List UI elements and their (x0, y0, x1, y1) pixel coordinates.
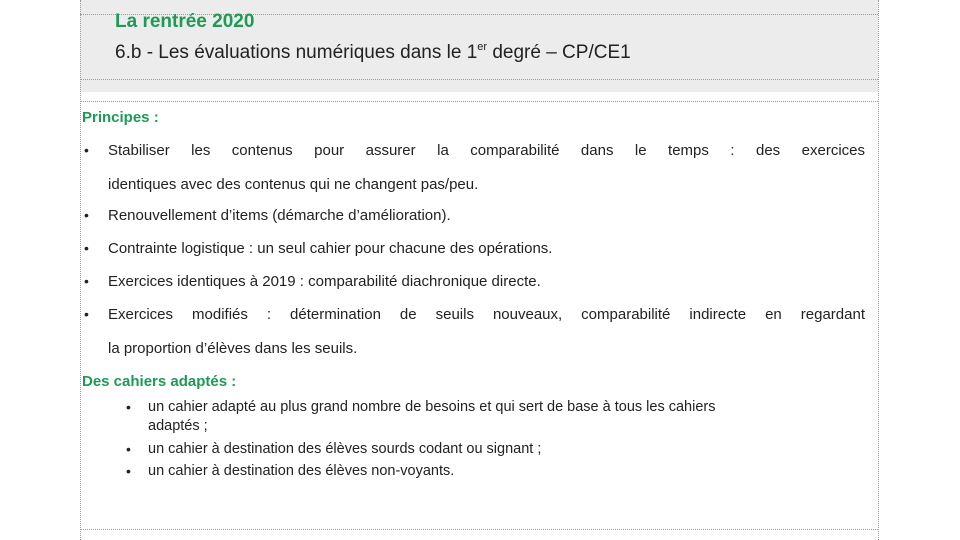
bullet-icon: • (126, 441, 131, 457)
principes-item-1-line-1: Stabiliser les contenus pour assurer la comparabilité dans le temps : des exercices (108, 142, 865, 159)
principes-item-5-line-2: la proportion d’élèves dans les seuils. (108, 340, 358, 357)
page-subtitle (115, 42, 631, 64)
principes-item-4: Exercices identiques à 2019 : comparabilité diachronique directe. (108, 273, 541, 290)
bullet-icon: • (84, 306, 89, 322)
page-title: La rentrée 2020 (115, 11, 255, 32)
cahiers-item-2: un cahier à destination des élèves sourds codant ou signant ; (148, 441, 542, 457)
principes-item-2: Renouvellement d’items (démarche d’amélioration). (108, 207, 451, 224)
bullet-icon: • (84, 207, 89, 223)
subtitle-prefix: 6.b - Les évaluations numériques dans le 1 (115, 42, 478, 63)
guide-line-bottom (80, 529, 878, 530)
principes-heading: Principes : (82, 109, 159, 126)
bullet-icon: • (84, 273, 89, 289)
cahiers-item-1-line-1: un cahier adapté au plus grand nombre de besoins et qui sert de base à tous les cahiers (148, 399, 716, 415)
principes-item-1-line-2: identiques avec des contenus qui ne changent pas/peu. (108, 176, 479, 193)
bullet-icon: • (126, 399, 131, 415)
guide-line-right (878, 0, 879, 540)
guide-line-header-bottom (80, 79, 878, 80)
guide-line-content-top (80, 101, 878, 102)
subtitle-superscript: er (477, 41, 488, 53)
cahiers-heading: Des cahiers adaptés : (82, 373, 237, 390)
bullet-icon: • (126, 463, 131, 479)
principes-item-5-line-1: Exercices modifiés : détermination de seuils nouveaux, comparabilité indirecte en regardant (108, 306, 865, 323)
guide-line-left (80, 0, 81, 540)
bullet-icon: • (84, 142, 89, 158)
cahiers-item-1-line-2: adaptés ; (148, 418, 208, 434)
bullet-icon: • (84, 240, 89, 256)
cahiers-item-3: un cahier à destination des élèves non-voyants. (148, 463, 455, 479)
subtitle-suffix: degré – CP/CE1 (487, 42, 631, 63)
principes-item-3: Contrainte logistique : un seul cahier pour chacune des opérations. (108, 240, 553, 257)
